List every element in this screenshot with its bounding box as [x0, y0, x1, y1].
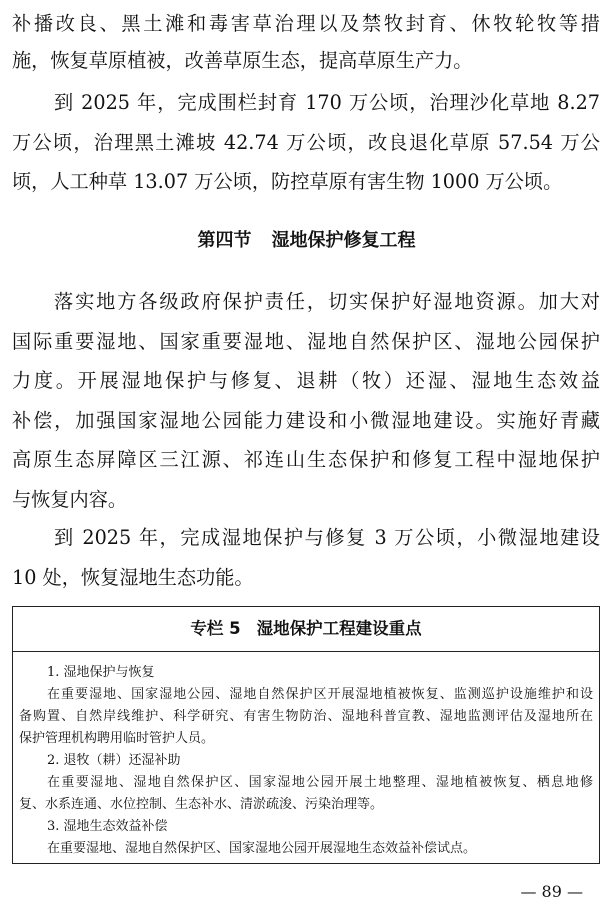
box-text-line: 保护管理机构聘用临时管护人员。	[19, 731, 215, 746]
body-text-line: 顷，人工种草 13.07 万公顷，防控草原有害生物 1000 万公顷。	[12, 170, 563, 193]
body-text-line: 万公顷，治理黑土滩坡 42.74 万公顷，改良退化草原 57.54 万公	[12, 131, 600, 154]
body-text-line: 施，恢复草原植被，改善草原生态，提高草原生产力。	[12, 49, 473, 72]
feature-box-title	[13, 607, 599, 652]
body-text-line: 到 2025 年，完成围栏封育 170 万公顷，治理沙化草地 8.27	[54, 91, 600, 114]
box-text-line: 在重要湿地、湿地自然保护区、国家湿地公园开展土地整理、湿地植被恢复、栖息地修	[47, 775, 593, 790]
body-text-line: 补偿，加强国家湿地公园能力建设和小微湿地建设。实施好青藏	[12, 409, 600, 432]
body-text-line: 力度。开展湿地保护与修复、退耕（牧）还湿、湿地生态效益	[12, 369, 600, 392]
feature-box	[12, 606, 600, 864]
box-text-line: 复、水系连通、水位控制、生态补水、清淤疏浚、污染治理等。	[19, 797, 384, 812]
box-item-heading: 1. 湿地保护与恢复	[47, 665, 155, 680]
body-text-line: 落实地方各级政府保护责任，切实保护好湿地资源。加大对	[54, 290, 600, 313]
body-text-line: 补播改良、黑土滩和毒害草治理以及禁牧封育、休牧轮牧等措	[12, 12, 600, 35]
box-text-line: 在重要湿地、湿地自然保护区、国家湿地公园开展湿地生态效益补偿试点。	[47, 841, 477, 856]
feature-box-heading: 湿地保护工程建设重点	[256, 619, 422, 638]
feature-box-label: 专栏 5	[190, 619, 241, 638]
body-text-line: 国际重要湿地、国家重要湿地、湿地自然保护区、湿地公园保护	[12, 330, 600, 353]
body-text-line: 到 2025 年，完成湿地保护与修复 3 万公顷，小微湿地建设	[54, 526, 600, 549]
section-heading	[0, 229, 613, 253]
box-item-heading: 2. 退牧（耕）还湿补助	[47, 753, 181, 768]
section-title: 湿地保护修复工程	[271, 230, 416, 251]
body-text-line: 10 处，恢复湿地生态功能。	[12, 566, 254, 589]
page-number: — 89 —	[520, 882, 583, 901]
section-number: 第四节	[197, 230, 252, 251]
box-text-line: 在重要湿地、国家湿地公园、湿地自然保护区开展湿地植被恢复、监测巡护设施维护和设	[47, 687, 593, 702]
box-text-line: 备购置、自然岸线维护、科学研究、有害生物防治、湿地科普宣教、湿地监测评估及湿地所在	[19, 709, 593, 724]
body-text-line: 高原生态屏障区三江源、祁连山生态保护和修复工程中湿地保护	[12, 448, 600, 471]
box-item-heading: 3. 湿地生态效益补偿	[47, 819, 168, 834]
body-text-line: 与恢复内容。	[12, 488, 128, 511]
